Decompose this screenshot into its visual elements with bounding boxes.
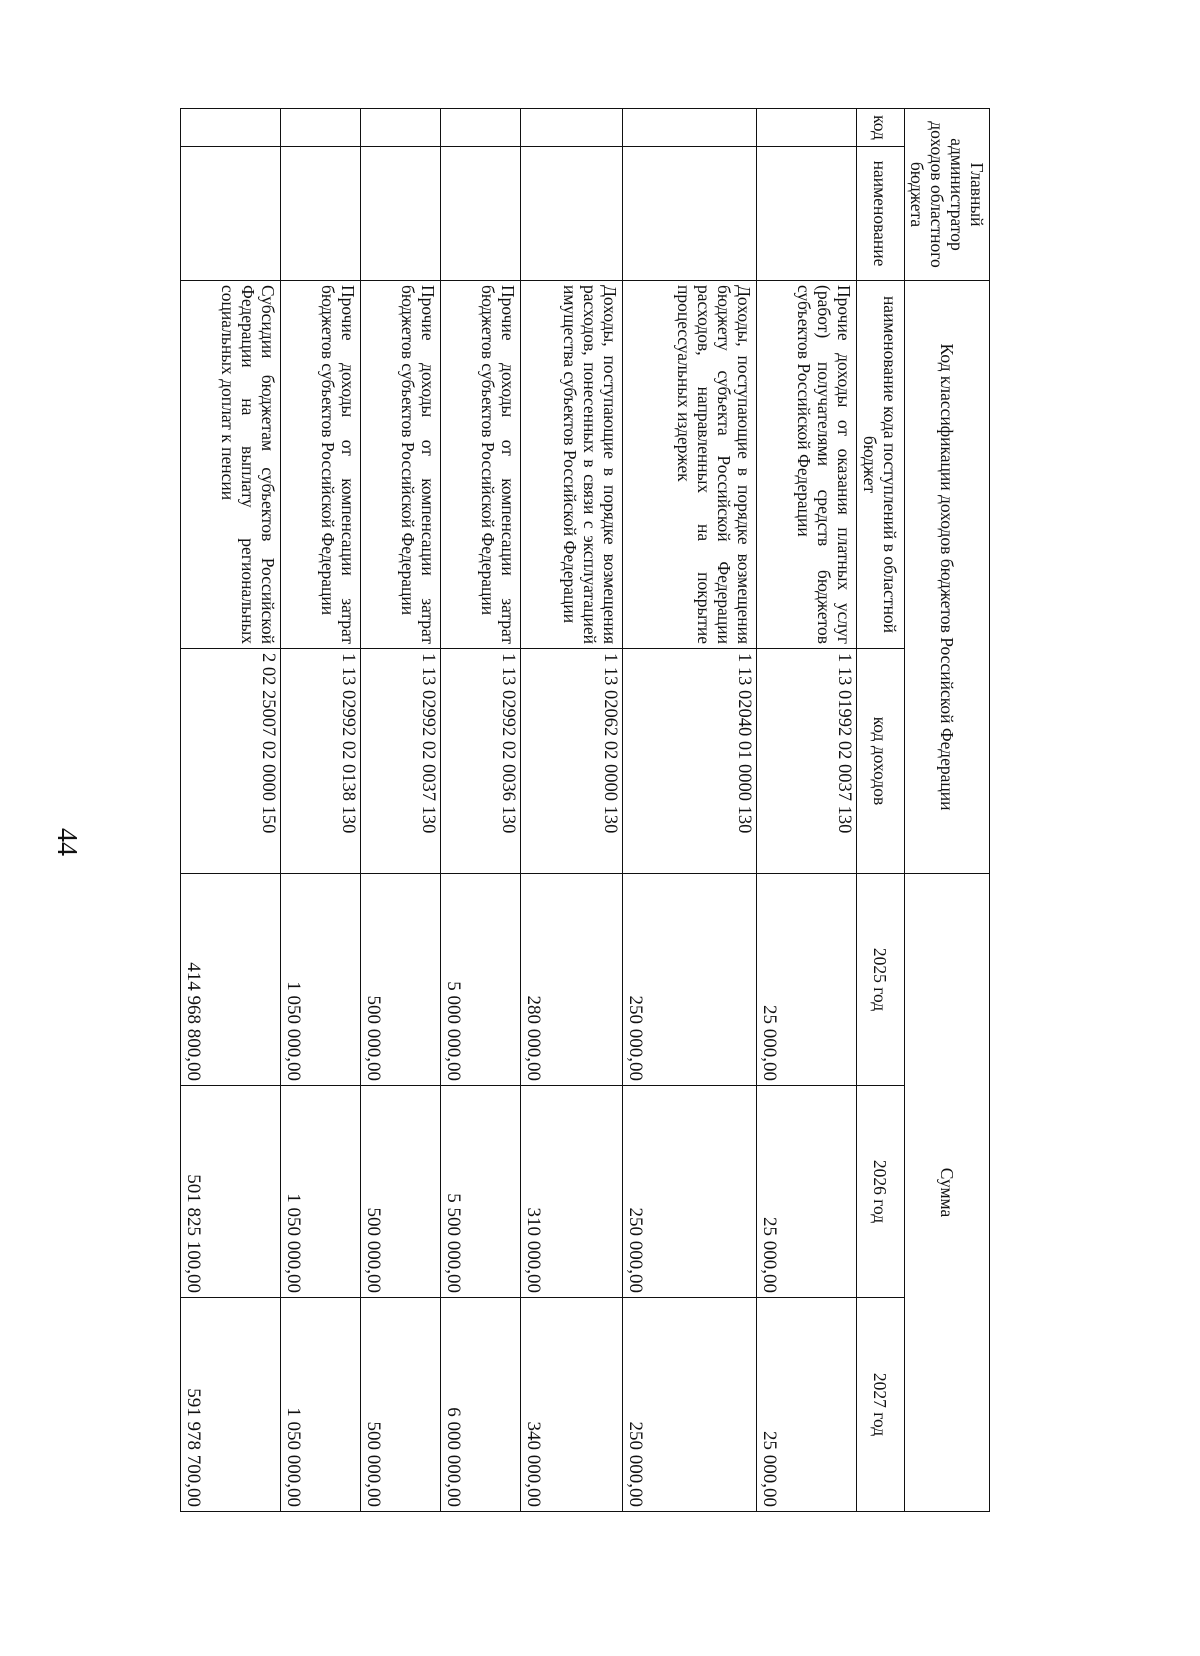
amount-2025-cell: 414 968 800,00 [181, 874, 281, 1086]
header-sum-group: Сумма [905, 874, 990, 1512]
header-admin-name: наименование [857, 147, 905, 281]
revenue-code-cell: 1 13 02062 02 0000 130 [521, 649, 623, 874]
description-cell: Прочие доходы от компенсации затрат бюджетов субъектов Российской Федерации [361, 281, 441, 649]
description-cell: Доходы, поступающие в порядке возмещения бюджету субъекта Российской Федерации расходов, направленных на покрытие процессуальных издержек [623, 281, 757, 649]
revenue-code-cell: 1 13 02992 02 0037 130 [361, 649, 441, 874]
amount-2027-cell: 591 978 700,00 [181, 1298, 281, 1512]
amount-2026-cell: 310 000,00 [521, 1086, 623, 1298]
admin-code-cell [521, 109, 623, 147]
amount-2025-cell: 5 000 000,00 [441, 874, 521, 1086]
revenue-code-cell: 1 13 02040 01 0000 130 [623, 649, 757, 874]
admin-code-cell [441, 109, 521, 147]
header-year-2026: 2026 год [857, 1086, 905, 1298]
admin-code-cell [281, 109, 361, 147]
table-body [181, 109, 857, 1512]
amount-2027-cell: 25 000,00 [757, 1298, 857, 1512]
admin-code-cell [361, 109, 441, 147]
amount-2025-cell: 280 000,00 [521, 874, 623, 1086]
description-cell: Субсидии бюджетам субъектов Российской Федерации на выплату региональных социальных доплат к пенсии [181, 281, 281, 649]
table-row [757, 109, 857, 1512]
table-row [521, 109, 623, 1512]
description-cell: Прочие доходы от оказания платных услуг (работ) получателями средств бюджетов субъектов Российской Федерации [757, 281, 857, 649]
admin-code-cell [623, 109, 757, 147]
description-cell: Прочие доходы от компенсации затрат бюджетов субъектов Российской Федерации [441, 281, 521, 649]
revenue-code-cell: 1 13 01992 02 0037 130 [757, 649, 857, 874]
amount-2026-cell: 25 000,00 [757, 1086, 857, 1298]
amount-2027-cell: 500 000,00 [361, 1298, 441, 1512]
header-classification-code: код доходов [857, 649, 905, 874]
amount-2027-cell: 250 000,00 [623, 1298, 757, 1512]
revenue-code-cell: 2 02 25007 02 0000 150 [181, 649, 281, 874]
admin-name-cell [521, 147, 623, 281]
admin-name-cell [281, 147, 361, 281]
amount-2025-cell: 250 000,00 [623, 874, 757, 1086]
admin-code-cell [181, 109, 281, 147]
revenue-code-cell: 1 13 02992 02 0138 130 [281, 649, 361, 874]
admin-name-cell [361, 147, 441, 281]
amount-2025-cell: 1 050 000,00 [281, 874, 361, 1086]
header-admin-group: Главный администратор доходов областного бюджета [905, 109, 990, 281]
header-year-2027: 2027 год [857, 1298, 905, 1512]
header-admin-code: код [857, 109, 905, 147]
table-row [441, 109, 521, 1512]
header-year-2025: 2025 год [857, 874, 905, 1086]
amount-2026-cell: 500 000,00 [361, 1086, 441, 1298]
description-cell: Прочие доходы от компенсации затрат бюджетов субъектов Российской Федерации [281, 281, 361, 649]
page-number: 44 [51, 828, 82, 856]
amount-2027-cell: 1 050 000,00 [281, 1298, 361, 1512]
header-classification-group: Код классификации доходов бюджетов Российской Федерации [905, 281, 990, 874]
amount-2027-cell: 340 000,00 [521, 1298, 623, 1512]
header-classification-name: наименование кода поступлений в областной бюджет [857, 281, 905, 649]
admin-name-cell [623, 147, 757, 281]
description-cell: Доходы, поступающие в порядке возмещения расходов, понесенных в связи с эксплуатацией имущества субъектов Российской Федерации [521, 281, 623, 649]
table-row [623, 109, 757, 1512]
amount-2026-cell: 1 050 000,00 [281, 1086, 361, 1298]
admin-name-cell [181, 147, 281, 281]
amount-2026-cell: 5 500 000,00 [441, 1086, 521, 1298]
admin-name-cell [441, 147, 521, 281]
amount-2025-cell: 500 000,00 [361, 874, 441, 1086]
amount-2025-cell: 25 000,00 [757, 874, 857, 1086]
table-row [361, 109, 441, 1512]
amount-2026-cell: 250 000,00 [623, 1086, 757, 1298]
table-header [857, 109, 990, 1512]
amount-2026-cell: 501 825 100,00 [181, 1086, 281, 1298]
revenue-code-cell: 1 13 02992 02 0036 130 [441, 649, 521, 874]
admin-name-cell [757, 147, 857, 281]
admin-code-cell [757, 109, 857, 147]
table-row [281, 109, 361, 1512]
table-row [181, 109, 281, 1512]
revenue-table [180, 108, 990, 1512]
amount-2027-cell: 6 000 000,00 [441, 1298, 521, 1512]
rotated-table-container [170, 108, 990, 1511]
